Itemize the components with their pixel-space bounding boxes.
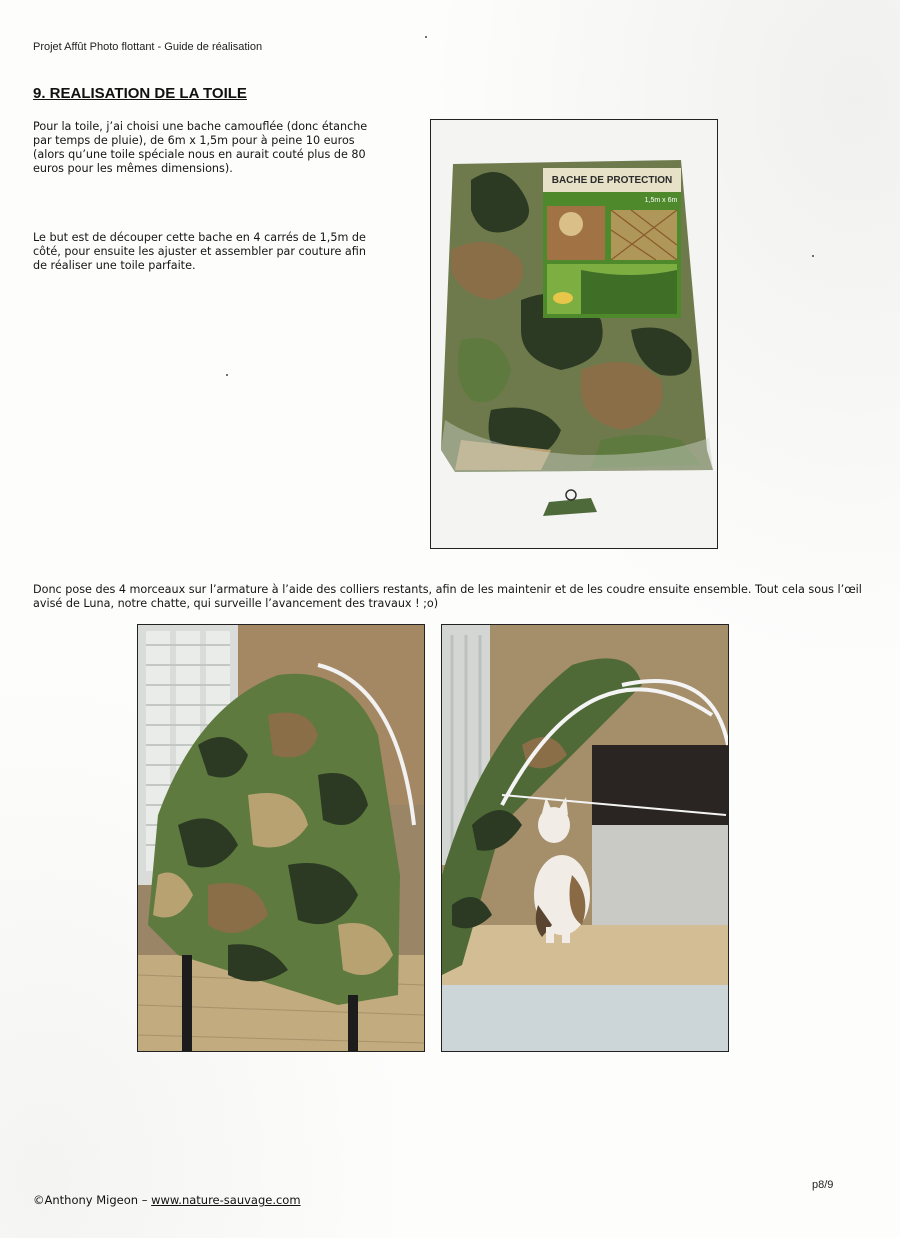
paragraph-assembly: Donc pose des 4 morceaux sur l’armature à l’aide des colliers restants, afin de les maintenir et de les coudre ensuite ensemble. Tout cela sous l’œil avisé de Luna, notre chatte, qui surveille l’avancement des travaux ! ;o) bbox=[33, 583, 862, 610]
running-header: Projet Affût Photo flottant - Guide de réalisation bbox=[33, 41, 263, 53]
photo-cat-under-frame bbox=[441, 624, 729, 1052]
footer bbox=[33, 1193, 301, 1207]
footer-website-link[interactable]: www.nature-sauvage.com bbox=[151, 1193, 301, 1207]
photo-tarp-package bbox=[430, 119, 718, 549]
paragraph-tarp-choice: Pour la toile, j’ai choisi une bache camouflée (donc étanche par temps de pluie), de 6m x 1,5m pour à peine 10 euros (alors qu’une toile spéciale nous en aurait couté plus de 80 euros pour les mêmes dimensions). bbox=[33, 120, 368, 175]
tarp-label-title: BACHE DE PROTECTION bbox=[551, 175, 673, 186]
photo-camo-on-frame bbox=[137, 624, 425, 1052]
footer-copyright: ©Anthony Migeon – bbox=[33, 1193, 152, 1207]
scan-speck bbox=[425, 36, 427, 38]
scan-speck bbox=[226, 374, 228, 376]
scan-speck bbox=[812, 255, 814, 257]
tarp-label-size: 1,5m x 6m bbox=[644, 197, 678, 204]
section-title: 9. REALISATION DE LA TOILE bbox=[33, 85, 247, 102]
paragraph-cutting-goal: Le but est de découper cette bache en 4 carrés de 1,5m de côté, pour ensuite les ajuster et assembler par couture afin de réaliser une toile parfaite. bbox=[33, 231, 366, 272]
page-number: p8/9 bbox=[812, 1179, 834, 1191]
